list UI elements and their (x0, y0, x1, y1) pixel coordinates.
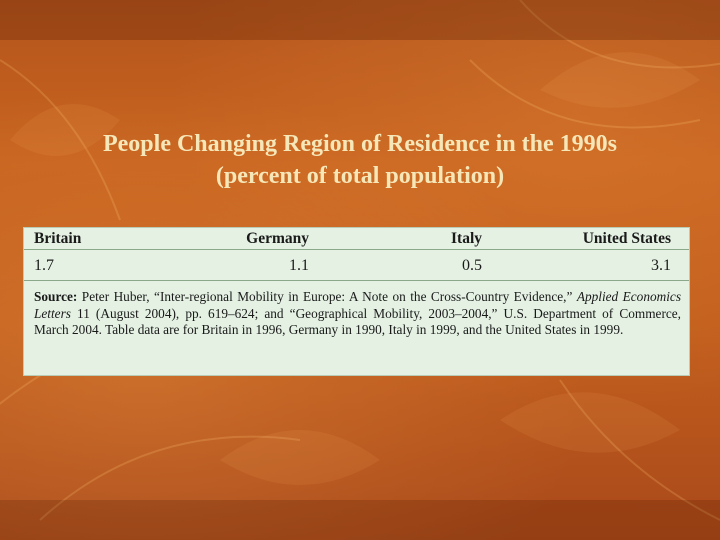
source-text-part-2: 11 (August 2004), pp. 619–624; and “Geographical Mobility, 2003–2004,” U.S. Department of Commerce, March 2004. Table data are for Britain in 1996, Germany in 1990, Italy in 1999, and the United States in 1999. (34, 305, 681, 337)
value-italy: 0.5 (462, 257, 482, 274)
header-united-states: United States (582, 230, 671, 247)
header-italy: Italy (451, 230, 482, 247)
slide-title (0, 128, 720, 192)
slide-title-line-1: People Changing Region of Residence in the 1990s (102, 131, 617, 157)
header-britain: Britain (34, 230, 82, 247)
table-row (24, 250, 689, 281)
table-header-row (24, 228, 689, 250)
slide-title-line-2: (percent of total population) (215, 163, 505, 189)
value-britain: 1.7 (34, 257, 54, 274)
source-label: Source: (34, 289, 78, 304)
source-journal: Applied Economics Letters (34, 289, 681, 321)
source-text-part-1: Peter Huber, “Inter-regional Mobility in Europe: A Note on the Cross-Country Evidence,” (77, 289, 577, 304)
source-note (24, 281, 689, 339)
value-germany: 1.1 (289, 257, 309, 274)
header-germany: Germany (246, 230, 309, 247)
data-table (23, 227, 690, 376)
value-united-states: 3.1 (651, 257, 671, 274)
